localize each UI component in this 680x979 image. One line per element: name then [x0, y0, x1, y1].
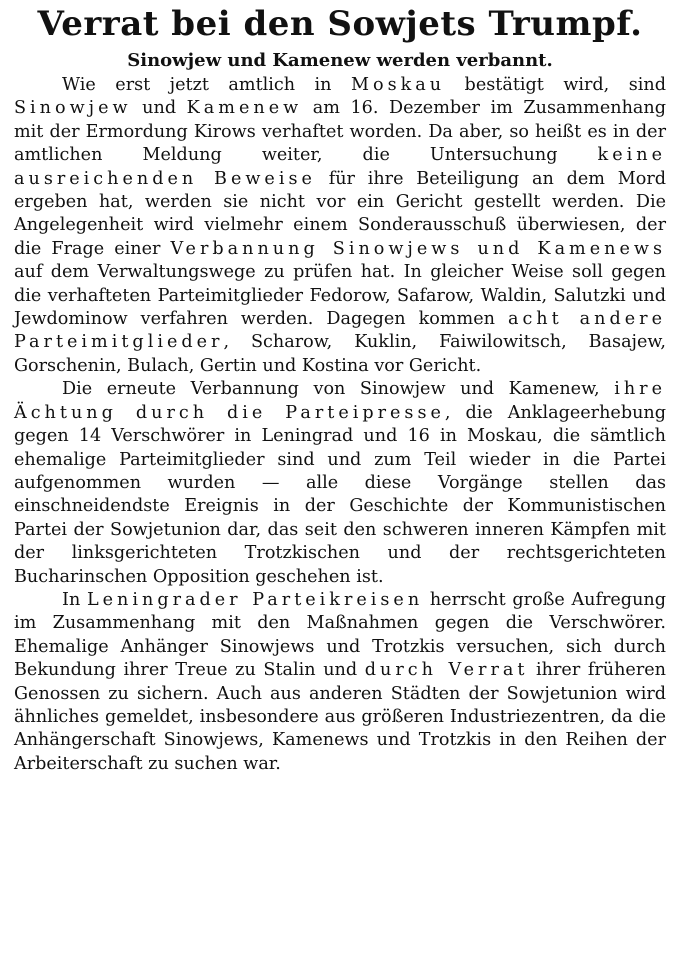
paragraph-3	[14, 589, 666, 776]
text-run: am 16. Dezember im Zusammenhang mit der Ermordung Kirows verhaftet worden. Da aber, so heißt es in der amtlichen Meldung weiter, die Untersuchung	[14, 98, 666, 166]
paragraph-1	[14, 74, 666, 378]
paragraph-2	[14, 378, 666, 589]
text-run: bestätigt wird, sind	[445, 75, 666, 95]
text-run: ihrer früheren Genossen zu sichern. Auch aus anderen Städten der Sowjetunion wird ähnliches gemeldet, insbesondere aus größeren Industriezentren, da die Anhängerschaft Sinowjews, Kamenews und Trotzkis in den Reihen der Arbeiterschaft zu suchen war.	[14, 660, 666, 774]
article-body	[14, 74, 666, 776]
newspaper-article	[14, 4, 666, 776]
subheadline: Sinowjew und Kamenew werden verbannt.	[127, 50, 553, 71]
spaced-emphasis: Sinowjew	[14, 98, 132, 119]
text-run: für ihre Beteiligung an dem Mord ergeben hat, werden sie nicht vor ein Gericht gestellt werden. Die Angelegenheit wird vielmehr einem Sonderausschuß überwiesen, der die Frage einer	[14, 168, 666, 259]
spaced-emphasis: Kamenew	[186, 98, 303, 119]
text-run: und	[131, 98, 187, 119]
headline: Verrat bei den Sowjets Trumpf.	[37, 4, 643, 44]
text-run: , Scharow, Kuklin, Faiwilowitsch, Basajew, Gorschenin, Bulach, Gertin und Kostina vor Gericht.	[14, 332, 666, 376]
spaced-emphasis: keine ausreichenden Beweise	[14, 145, 666, 189]
text-run: Wie erst jetzt amtlich in	[62, 75, 351, 95]
spaced-emphasis: Moskau	[350, 75, 446, 95]
spaced-emphasis: ihre Ächtung durch die Parteipresse	[14, 379, 666, 423]
text-run: auf dem Verwaltungswege zu prüfen hat. In gleicher Weise soll gegen die verhafteten Parteimitglieder Fedorow, Safarow, Waldin, Salutzki und Jewdominow verfahren werden. Dagegen kommen	[14, 262, 666, 330]
spaced-emphasis: durch Verrat	[364, 660, 529, 681]
text-run: , die Anklageerhebung gegen 14 Verschwörer in Leningrad und 16 in Moskau, die sämtlich ehemalige Parteimitglieder sind und zum Teil wieder in die Partei aufgenommen wurden — alle diese Vorgänge stellen das einschneidendste Ereignis in der Geschichte der Kommunistischen Partei der Sowjetunion dar, das seit den schweren inneren Kämpfen mit der linksgerichteten Trotzkischen und der rechtsgerichteten Bucharinschen Opposition geschehen ist.	[14, 402, 667, 587]
spaced-emphasis: Verbannung Sinowjews und Kamenews	[170, 238, 666, 259]
spaced-emphasis: acht andere Parteimitglieder	[14, 309, 666, 353]
spaced-emphasis: Leningrader Parteikreisen	[86, 589, 424, 610]
text-run: herrscht große Aufregung im Zusammenhang mit den Maßnahmen gegen die Verschwörer. Ehemalige Anhänger Sinowjews und Trotzkis versuchen, sich durch Bekundung ihrer Treue zu Stalin und	[14, 589, 666, 681]
text-run: Die erneute Verbannung von Sinowjew und Kamenew,	[62, 379, 615, 400]
text-run: In	[62, 589, 87, 610]
